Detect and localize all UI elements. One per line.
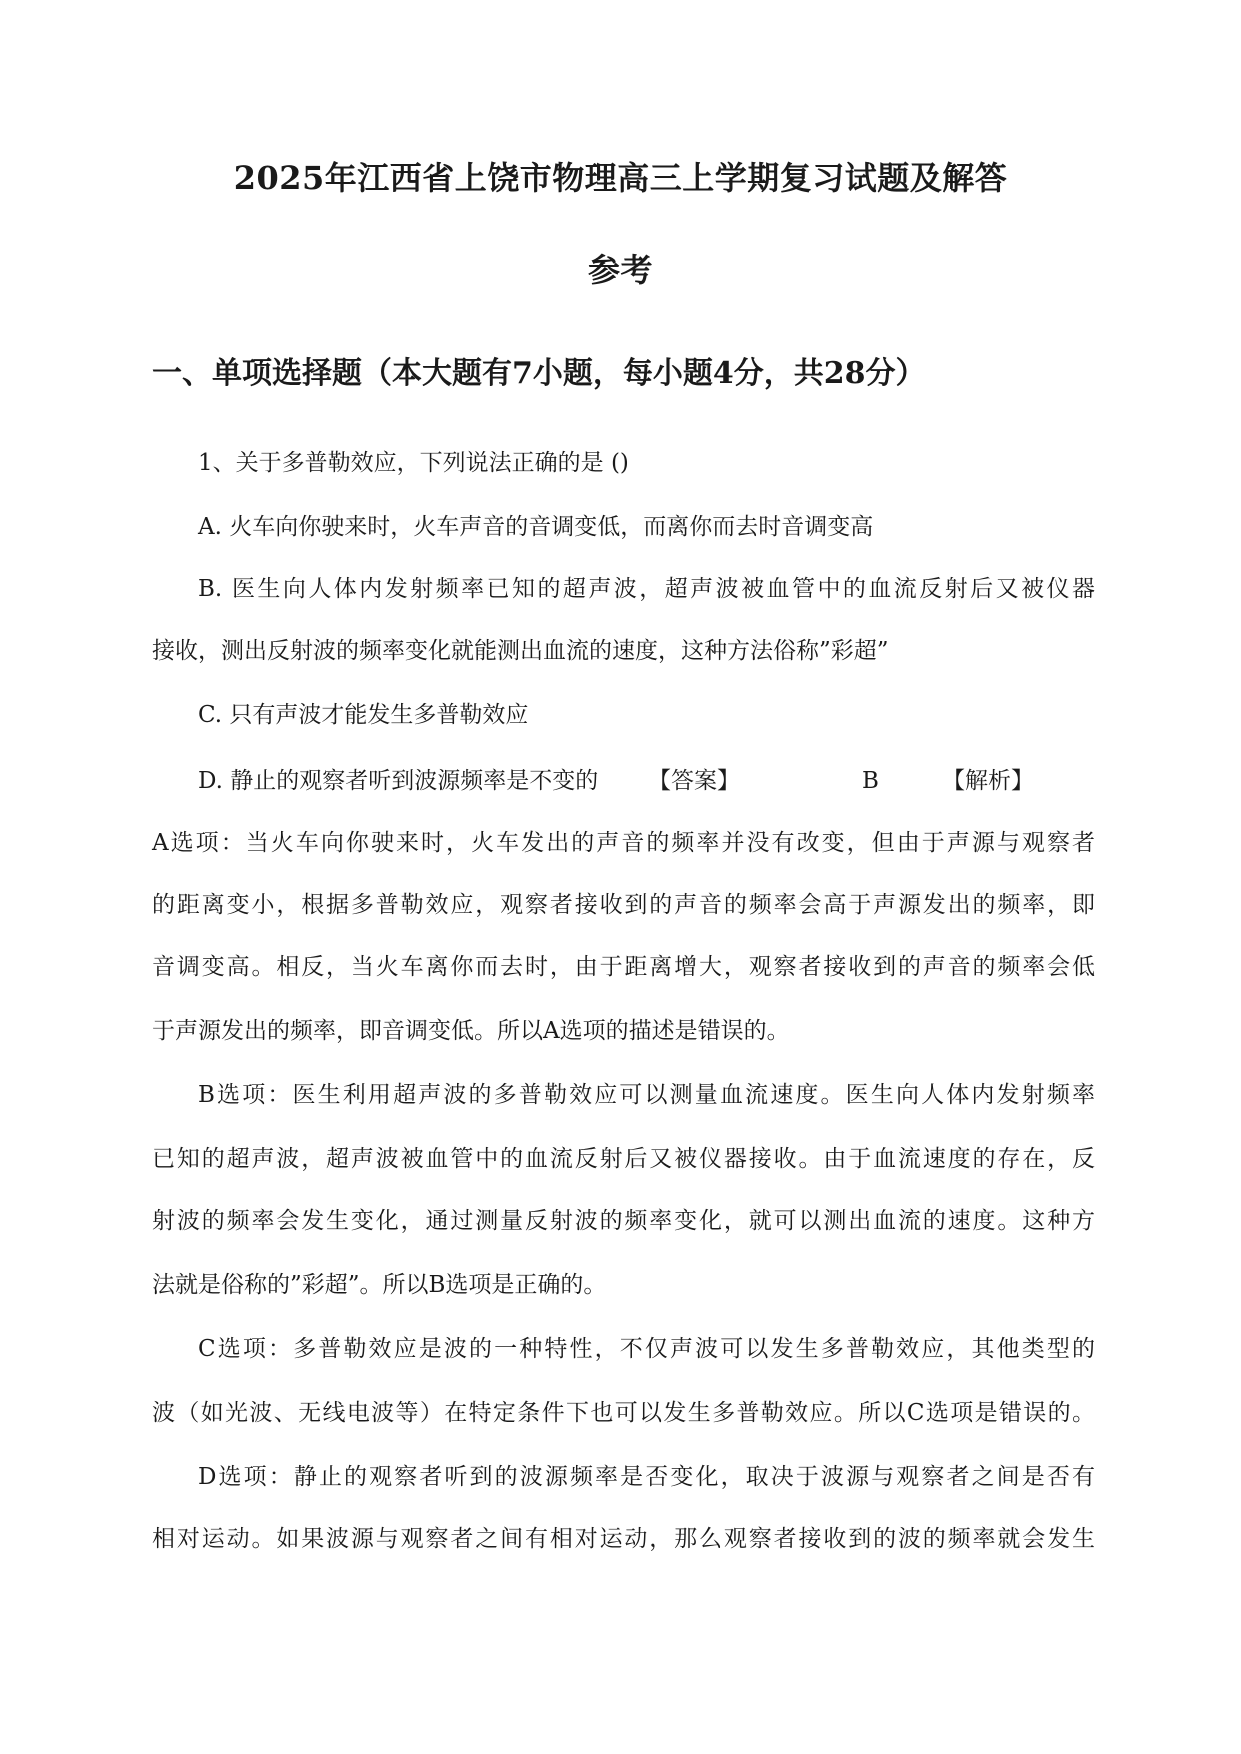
document-title: 2025年江西省上饶市物理高三上学期复习试题及解答 — [233, 159, 1008, 197]
explanation-a-line: A选项：当火车向你驶来时，火车发出的声音的频率并没有改变，但由于声源与观察者 — [152, 830, 1095, 856]
option-b: B. 医生向人体内发射频率已知的超声波，超声波被血管中的血流反射后又被仪器 — [198, 576, 1095, 602]
explanation-d-line: 相对运动。如果波源与观察者之间有相对运动，那么观察者接收到的波的频率就会发生 — [152, 1526, 1095, 1552]
document-title-continued: 参考 — [587, 251, 653, 289]
answer-value: B — [862, 768, 879, 794]
explanation-label: 【解析】 — [942, 768, 1034, 794]
explanation-c-line: C选项：多普勒效应是波的一种特性，不仅声波可以发生多普勒效应，其他类型的 — [198, 1336, 1095, 1362]
option-a: A. 火车向你驶来时，火车声音的音调变低，而离你而去时音调变高 — [198, 514, 874, 540]
option-d: D. 静止的观察者听到波源频率是不变的 — [198, 768, 599, 794]
explanation-b-line: 已知的超声波，超声波被血管中的血流反射后又被仪器接收。由于血流速度的存在，反 — [152, 1146, 1095, 1172]
section-heading: 一、单项选择题（本大题有7小题，每小题4分，共28分） — [152, 356, 926, 391]
option-b-continued: 接收，测出反射波的频率变化就能测出血流的速度，这种方法俗称”彩超” — [152, 638, 889, 664]
question-stem: 1、关于多普勒效应，下列说法正确的是 () — [198, 450, 629, 476]
explanation-a-line: 音调变高。相反，当火车离你而去时，由于距离增大，观察者接收到的声音的频率会低 — [152, 954, 1095, 980]
option-c: C. 只有声波才能发生多普勒效应 — [198, 702, 529, 728]
explanation-b-line: 射波的频率会发生变化，通过测量反射波的频率变化，就可以测出血流的速度。这种方 — [152, 1208, 1095, 1234]
explanation-d-line: D选项：静止的观察者听到的波源频率是否变化，取决于波源与观察者之间是否有 — [198, 1464, 1095, 1490]
explanation-a-line: 的距离变小，根据多普勒效应，观察者接收到的声音的频率会高于声源发出的频率，即 — [152, 892, 1095, 918]
explanation-c-line: 波（如光波、无线电波等）在特定条件下也可以发生多普勒效应。所以C选项是错误的。 — [152, 1400, 1095, 1426]
explanation-a-line: 于声源发出的频率，即音调变低。所以A选项的描述是错误的。 — [152, 1018, 790, 1044]
explanation-b-line: B选项：医生利用超声波的多普勒效应可以测量血流速度。医生向人体内发射频率 — [198, 1082, 1095, 1108]
explanation-b-line: 法就是俗称的”彩超”。所以B选项是正确的。 — [152, 1272, 607, 1298]
answer-label: 【答案】 — [648, 768, 740, 794]
